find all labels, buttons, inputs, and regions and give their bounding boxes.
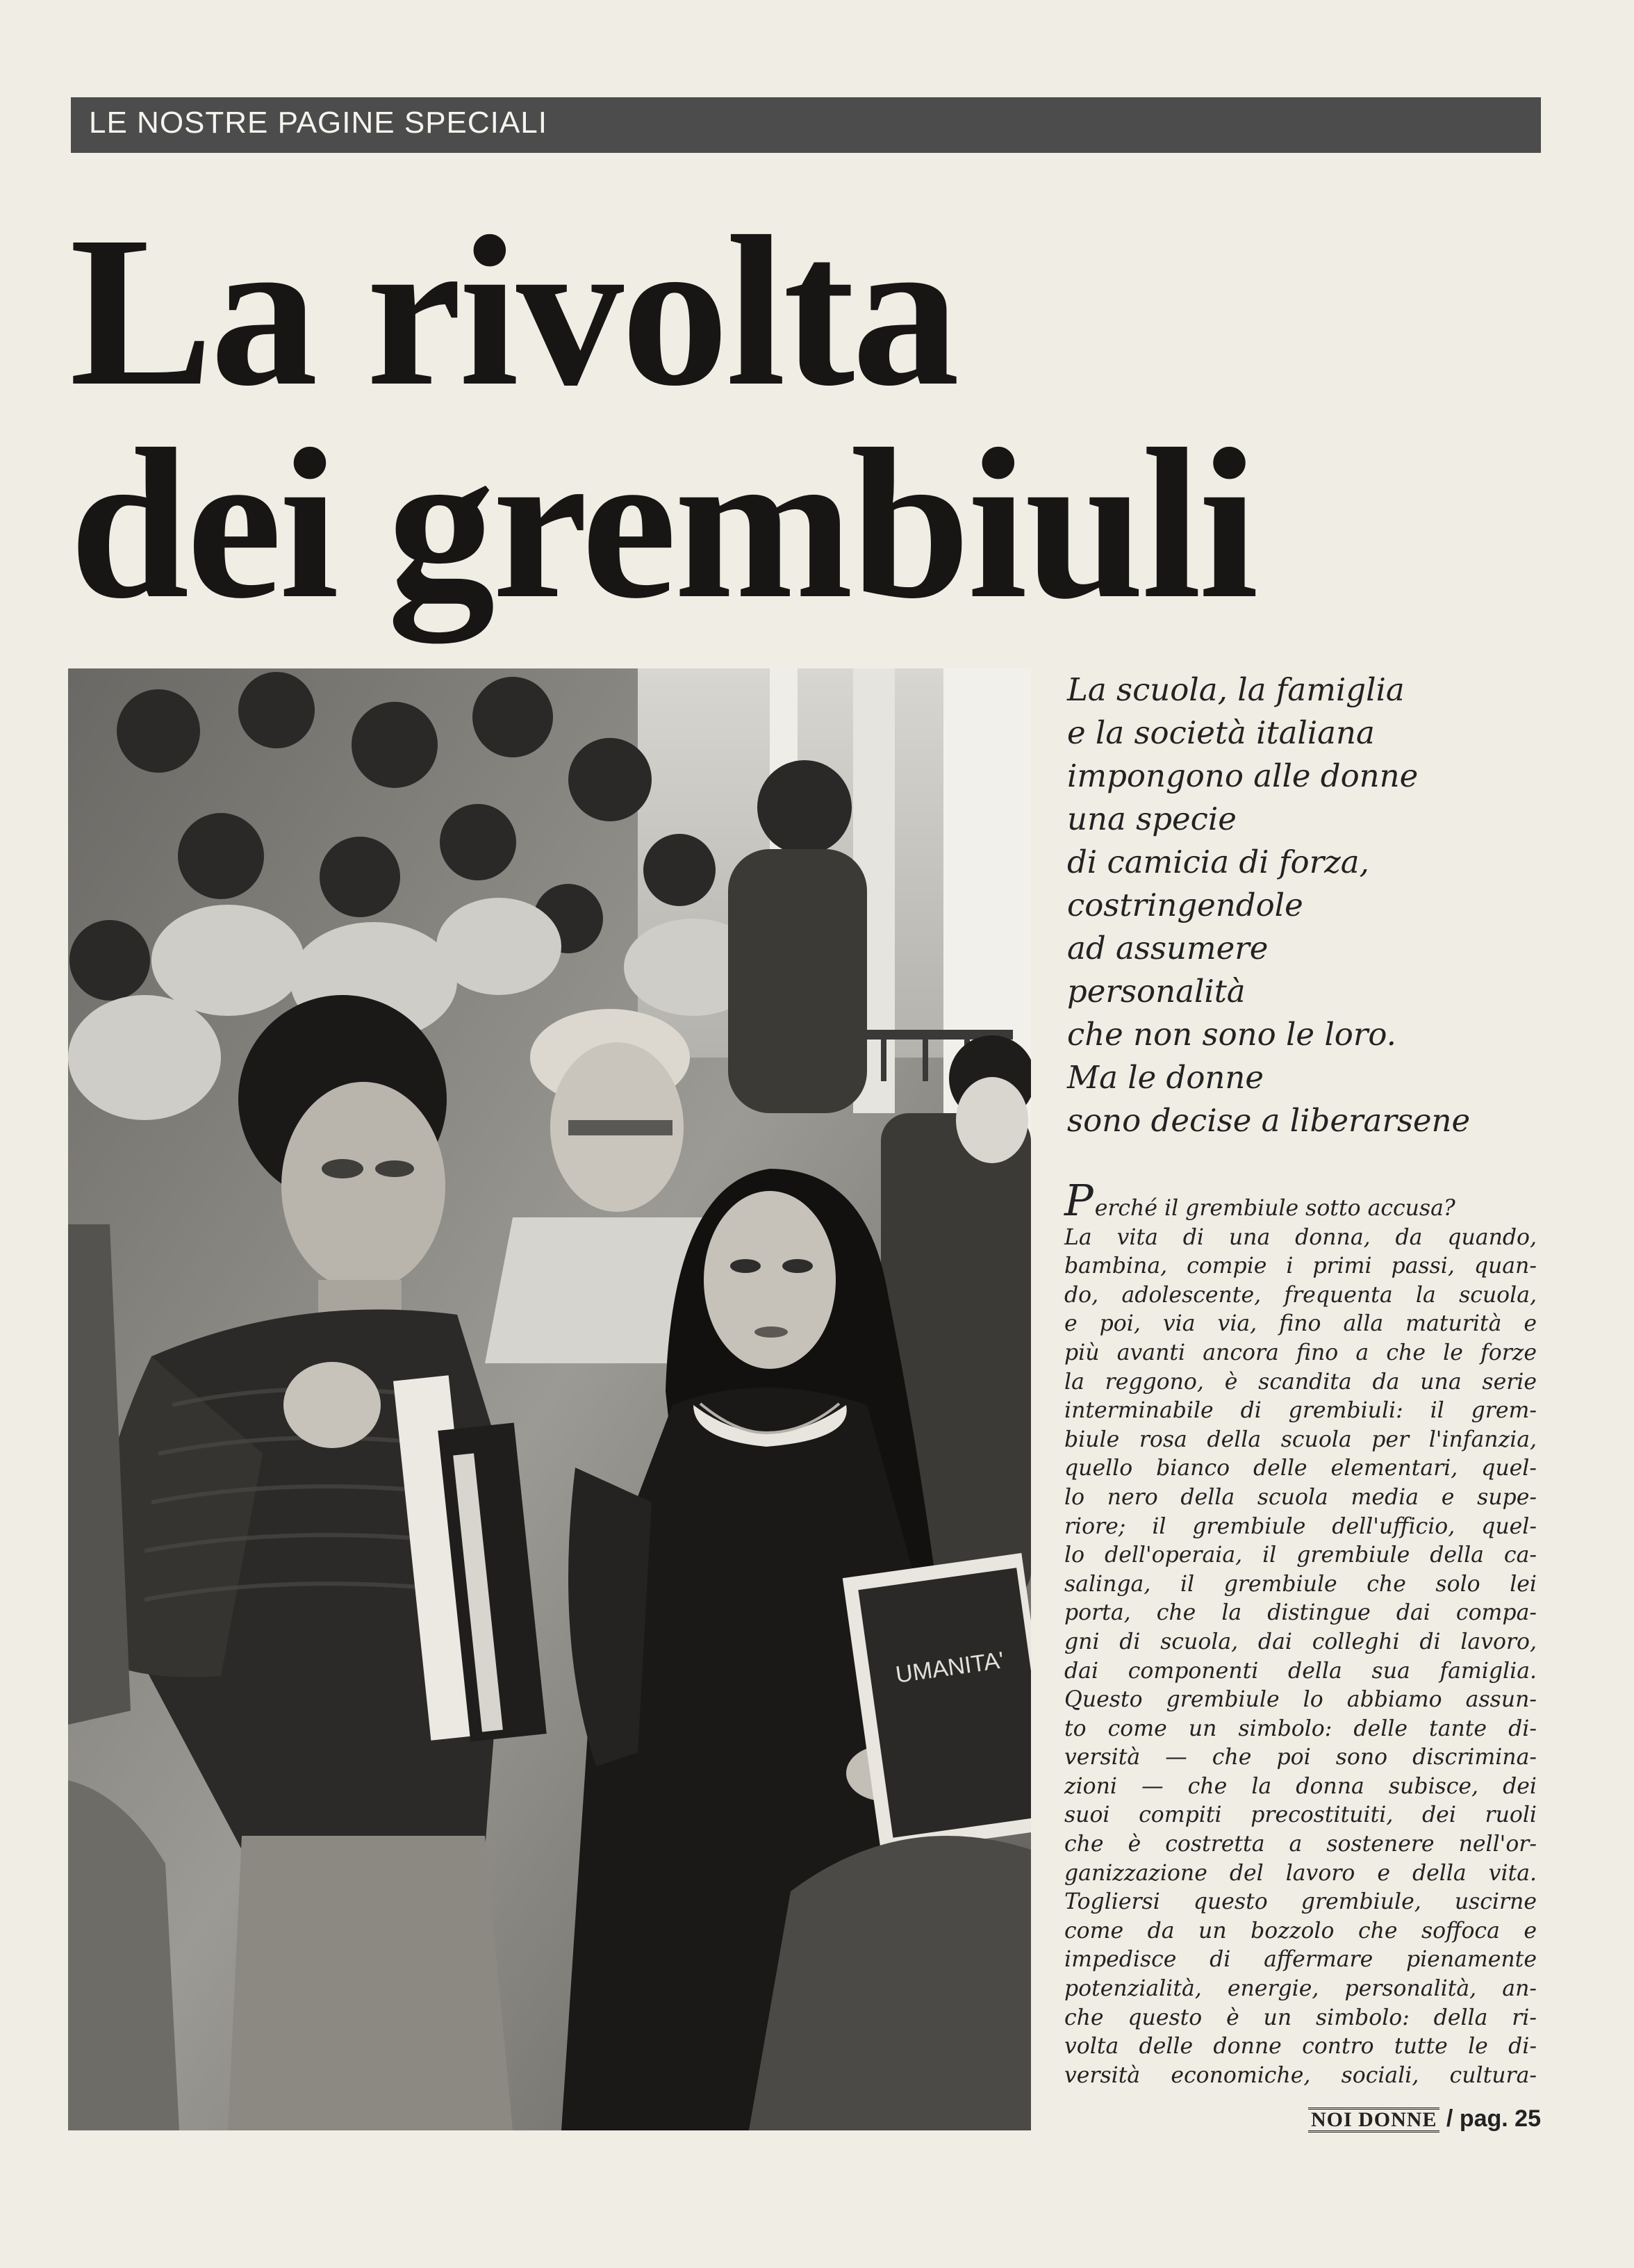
- headline: [69, 192, 1256, 643]
- body-line: ganizzazione del lavoro e della vita.: [1064, 1860, 1537, 1886]
- standfirst-line: di camicia di forza,: [1067, 844, 1369, 880]
- body-line: gni di scuola, dai colleghi di lavoro,: [1064, 1629, 1537, 1654]
- body-line: lo dell'operaia, il grembiule della ca-: [1064, 1543, 1537, 1568]
- body-line: volta delle donne contro tutte le di-: [1064, 2034, 1537, 2060]
- body-line: zioni — che la donna subisce, dei: [1064, 1773, 1537, 1799]
- body-line: bambina, compie i primi passi, quan-: [1064, 1254, 1537, 1279]
- standfirst-line: una specie: [1067, 800, 1237, 837]
- body-line: impedisce di affermare pienamente: [1064, 1947, 1537, 1973]
- standfirst-line: Ma le donne: [1067, 1059, 1264, 1096]
- body-line: potenzialità, energie, personalità, an-: [1064, 1976, 1537, 2002]
- section-label: LE NOSTRE PAGINE SPECIALI: [89, 106, 547, 140]
- standfirst-line: La scuola, la famiglia: [1067, 671, 1405, 708]
- body-line: La vita di una donna, da quando,: [1064, 1224, 1537, 1250]
- drop-cap: P: [1064, 1175, 1094, 1226]
- page-footer: [1308, 2105, 1541, 2133]
- body-line: come da un bozzolo che soffoca e: [1064, 1918, 1537, 1944]
- body-first-line-text: erché il grembiule sotto accusa?: [1094, 1196, 1455, 1221]
- standfirst: [1067, 668, 1526, 1142]
- body-line: che è costretta a sostenere nell'or-: [1064, 1832, 1537, 1857]
- body-first-line: [1064, 1175, 1537, 1226]
- body-line: biule rosa della scuola per l'infanzia,: [1064, 1427, 1537, 1452]
- body-line: porta, che la distingue dai compa-: [1064, 1600, 1537, 1626]
- body-line: Questo grembiule lo abbiamo assun-: [1064, 1687, 1537, 1713]
- standfirst-line: personalità: [1067, 973, 1246, 1010]
- body-line: interminabile di grembiuli: il grem-: [1064, 1398, 1537, 1424]
- body-line: suoi compiti precostituiti, dei ruoli: [1064, 1802, 1537, 1828]
- magazine-logo: NOI DONNE: [1308, 2107, 1440, 2133]
- book-cover-label: UMANITA': [893, 1647, 1006, 1688]
- standfirst-line: che non sono le loro.: [1067, 1016, 1396, 1053]
- body-line: quello bianco delle elementari, quel-: [1064, 1456, 1537, 1481]
- headline-line-2: dei grembiuli: [69, 405, 1256, 643]
- section-header-bar: [71, 97, 1541, 153]
- body-line: versità economiche, sociali, cultura-: [1064, 2062, 1537, 2088]
- students-photo-illustration: [68, 668, 1031, 2130]
- body-line: salinga, il grembiule che solo lei: [1064, 1571, 1537, 1597]
- body-line: la reggono, è scandita da una serie: [1064, 1369, 1537, 1395]
- body-line: dai componenti della sua famiglia.: [1064, 1658, 1537, 1684]
- standfirst-line: impongono alle donne: [1067, 757, 1419, 794]
- headline-line-1: La rivolta: [69, 192, 957, 431]
- body-line: riore; il grembiule dell'ufficio, quel-: [1064, 1513, 1537, 1539]
- body-line: to come un simbolo: delle tante di-: [1064, 1716, 1537, 1741]
- body-line: Togliersi questo grembiule, uscirne: [1064, 1889, 1537, 1915]
- body-line: do, adolescente, frequenta la scuola,: [1064, 1282, 1537, 1308]
- body-line: e poi, via via, fino alla maturità e: [1064, 1311, 1537, 1337]
- body-line: che questo è un simbolo: della ri-: [1064, 2005, 1537, 2030]
- body-line: lo nero della scuola media e supe-: [1064, 1484, 1537, 1510]
- footer-separator: /: [1446, 2105, 1453, 2132]
- article-body: [1064, 1175, 1537, 2090]
- standfirst-line: sono decise a liberarsene: [1067, 1102, 1471, 1139]
- standfirst-line: e la società italiana: [1067, 714, 1375, 751]
- students-photo: [68, 668, 1031, 2130]
- page-number: pag. 25: [1459, 2105, 1541, 2132]
- standfirst-line: ad assumere: [1067, 930, 1269, 967]
- standfirst-line: costringendole: [1067, 887, 1303, 923]
- body-line: più avanti ancora fino a che le forze: [1064, 1340, 1537, 1365]
- body-line: versità — che poi sono discrimina-: [1064, 1745, 1537, 1770]
